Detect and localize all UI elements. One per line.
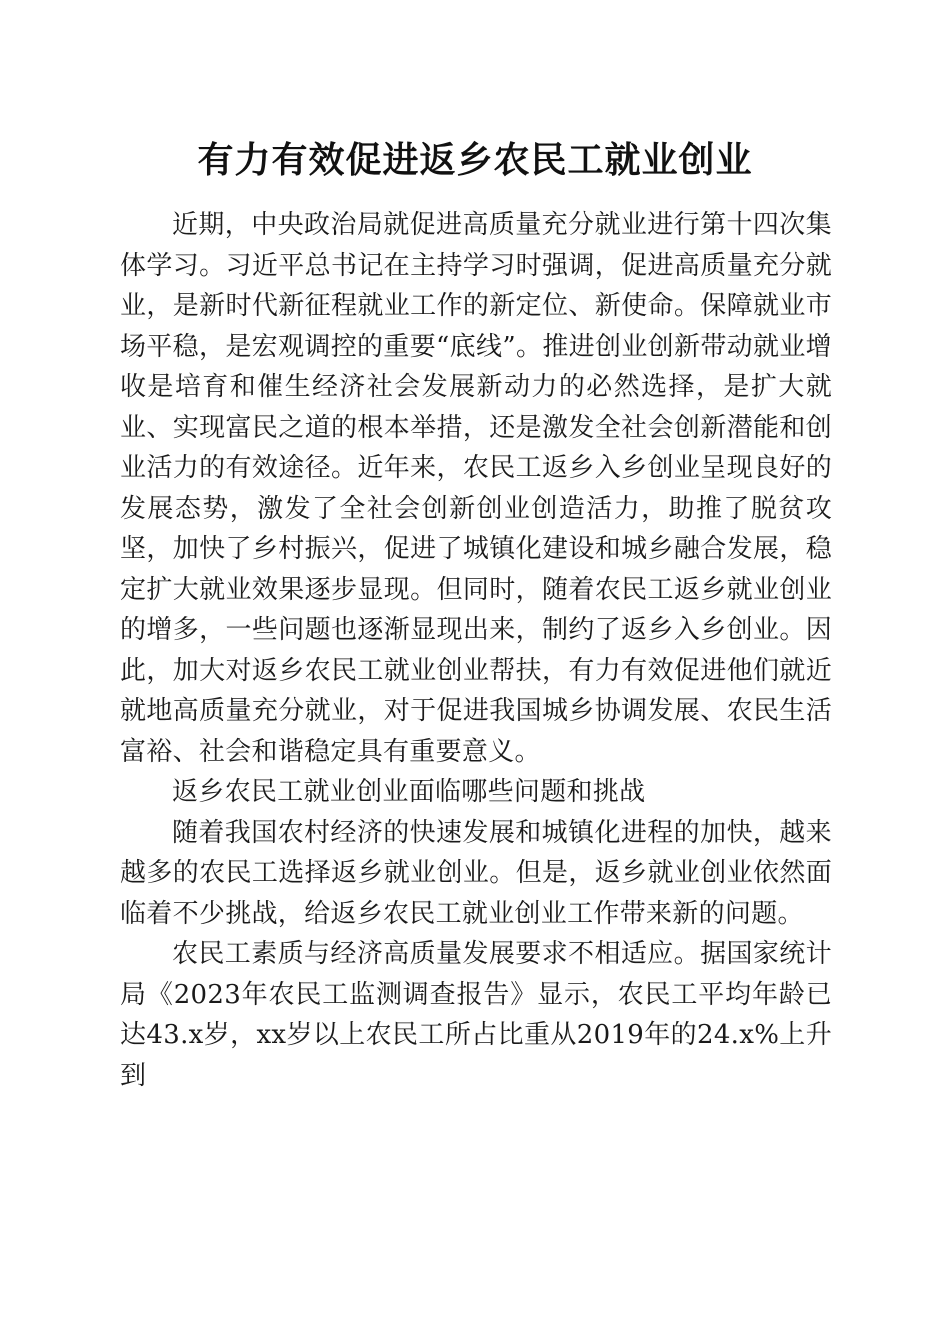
intro-paragraph: 近期，中央政治局就促进高质量充分就业进行第十四次集体学习。习近平总书记在主持学习时强调，促进高质量充分就业，是新时代新征程就业工作的新定位、新使命。保障就业市场平稳，是宏观调控的重要“底线”。推进创业创新带动就业增收是培育和催生经济社会发展新动力的必然选择，是扩大就业、实现富民之道的根本举措，还是激发全社会创新潜能和创业活力的有效途径。近年来，农民工返乡入乡创业呈现良好的发展态势，激发了全社会创新创业创造活力，助推了脱贫攻坚，加快了乡村振兴，促进了城镇化建设和城乡融合发展，稳定扩大就业效果逐步显现。但同时，随着农民工返乡就业创业的增多，一些问题也逐渐显现出来，制约了返乡入乡创业。因此，加大对返乡农民工就业创业帮扶，有力有效促进他们就近就地高质量充分就业，对于促进我国城乡协调发展、农民生活富裕、社会和谐稳定具有重要意义。 (120, 210, 832, 767)
document-title: 有力有效促进返乡农民工就业创业 (197, 139, 753, 181)
body-paragraph: 农民工素质与经济高质量发展要求不相适应。据国家统计局《2023年农民工监测调查报告》显示，农民工平均年龄已达43.x岁，xx岁以上农民工所占比重从2019年的24.x%上升到 (120, 939, 832, 1091)
document-body (120, 205, 832, 1096)
body-paragraph: 随着我国农村经济的快速发展和城镇化进程的加快，越来越多的农民工选择返乡就业创业。但是，返乡就业创业依然面临着不少挑战，给返乡农民工就业创业工作带来新的问题。 (120, 817, 832, 929)
section-heading: 返乡农民工就业创业面临哪些问题和挑战 (172, 777, 646, 807)
